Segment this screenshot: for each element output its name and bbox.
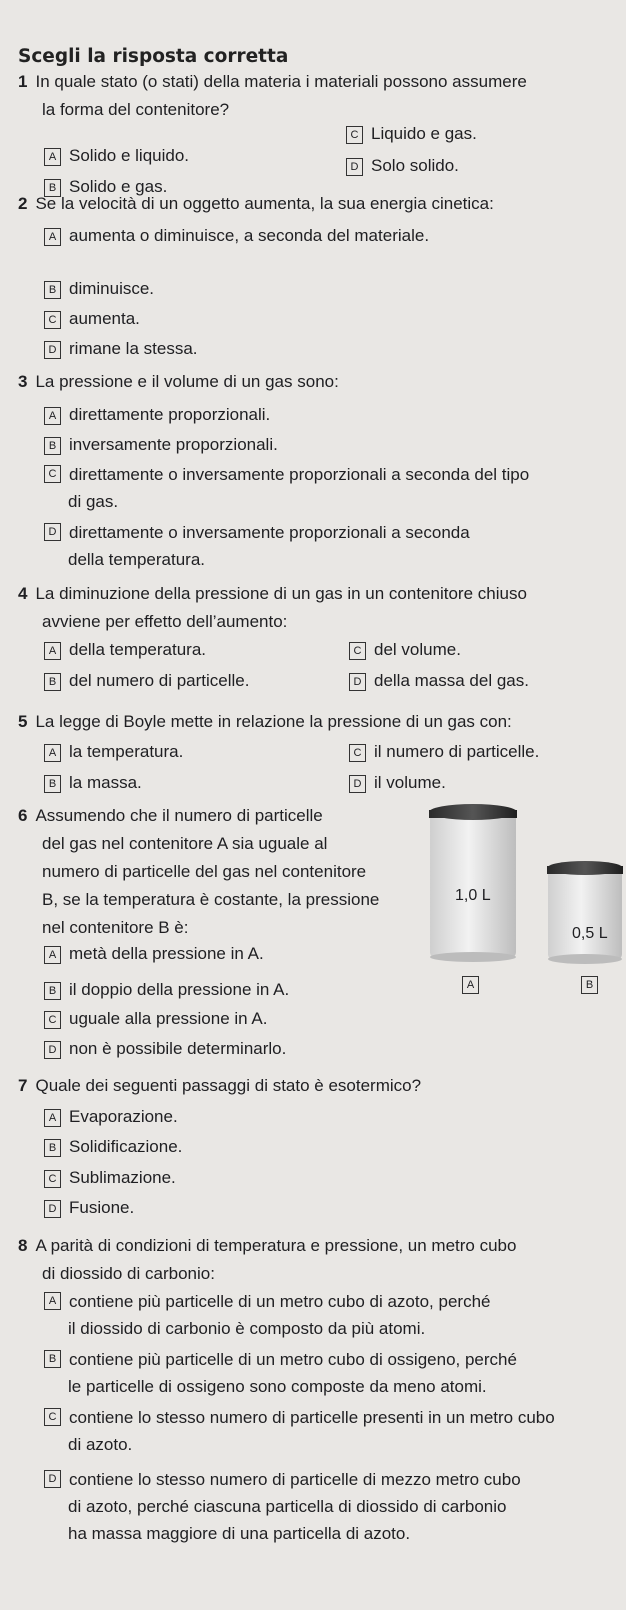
q8-option-a[interactable]: A contiene più particelle di un metro cubo di azoto, perché il diossido di carbonio è composto da più atomi. <box>44 1288 619 1342</box>
q7-option-d[interactable]: D Fusione. <box>44 1194 134 1221</box>
q5-option-b[interactable]: B la massa. <box>44 769 142 796</box>
q1-option-c[interactable]: C Liquido e gas. <box>346 120 477 147</box>
question-1: 1 In quale stato (o stati) della materia i materiali possono assumere la forma del contenitore? <box>18 72 527 119</box>
q5-option-d[interactable]: D il volume. <box>349 769 446 796</box>
question-8: 8 A parità di condizioni di temperatura e pressione, un metro cubo di diossido di carbonio: <box>18 1236 517 1283</box>
q8-option-d[interactable]: D contiene lo stesso numero di particelle di mezzo metro cubo di azoto, perché ciascuna particella di diossido di carbonio ha massa maggiore di una particella di azoto. <box>44 1466 619 1547</box>
q4-option-d[interactable]: D della massa del gas. <box>349 667 529 694</box>
q5-option-a[interactable]: A la temperatura. <box>44 738 183 765</box>
question-6: 6 Assumendo che il numero di particelle del gas nel contenitore A sia uguale al numero di particelle del gas nel contenitore B, se la temperatura è costante, la pressione nel contenitore B è: <box>18 806 380 937</box>
q7-option-c[interactable]: C Sublimazione. <box>44 1164 176 1191</box>
q3-option-b[interactable]: B inversamente proporzionali. <box>44 431 278 458</box>
q2-option-c[interactable]: C aumenta. <box>44 305 140 332</box>
question-2: 2 Se la velocità di un oggetto aumenta, la sua energia cinetica: <box>18 194 494 213</box>
q3-option-c[interactable]: C direttamente o inversamente proporzionali a seconda del tipo di gas. <box>44 461 604 515</box>
q6-option-b[interactable]: B il doppio della pressione in A. <box>44 976 289 1003</box>
question-5: 5 La legge di Boyle mette in relazione la pressione di un gas con: <box>18 712 512 731</box>
q3-option-d[interactable]: D direttamente o inversamente proporzionali a seconda della temperatura. <box>44 519 604 573</box>
q7-option-b[interactable]: B Solidificazione. <box>44 1133 182 1160</box>
container-b-label: B <box>581 976 598 994</box>
question-number: 1 <box>18 72 28 91</box>
question-3: 3 La pressione e il volume di un gas sono: <box>18 372 339 391</box>
container-a-label: A <box>462 976 479 994</box>
q4-option-b[interactable]: B del numero di particelle. <box>44 667 249 694</box>
q1-option-a[interactable]: A Solido e liquido. <box>44 142 189 169</box>
q2-option-a[interactable]: A aumenta o diminuisce, a seconda del materiale. <box>44 222 429 249</box>
q1-option-b[interactable]: B Solido e gas. <box>44 173 167 200</box>
q7-option-a[interactable]: A Evaporazione. <box>44 1103 178 1130</box>
q8-option-c[interactable]: C contiene lo stesso numero di particelle presenti in un metro cubo di azoto. <box>44 1404 624 1458</box>
q3-option-a[interactable]: A direttamente proporzionali. <box>44 401 270 428</box>
q1-option-d[interactable]: D Solo solido. <box>346 152 459 179</box>
q5-option-c[interactable]: C il numero di particelle. <box>349 738 539 765</box>
q6-option-c[interactable]: C uguale alla pressione in A. <box>44 1005 267 1032</box>
question-7: 7 Quale dei seguenti passaggi di stato è esotermico? <box>18 1076 422 1095</box>
q4-option-a[interactable]: A della temperatura. <box>44 636 206 663</box>
q2-option-b[interactable]: B diminuisce. <box>44 275 154 302</box>
q6-option-d[interactable]: D non è possibile determinarlo. <box>44 1035 286 1062</box>
q8-option-b[interactable]: B contiene più particelle di un metro cubo di ossigeno, perché le particelle di ossigeno sono composte da meno atomi. <box>44 1346 619 1400</box>
q6-option-a[interactable]: A metà della pressione in A. <box>44 940 264 967</box>
page-title: Scegli la risposta corretta <box>18 46 289 67</box>
container-b <box>547 861 623 964</box>
q4-option-c[interactable]: C del volume. <box>349 636 461 663</box>
q2-option-d[interactable]: D rimane la stessa. <box>44 335 198 362</box>
container-a <box>429 804 517 962</box>
question-4: 4 La diminuzione della pressione di un gas in un contenitore chiuso avviene per effetto dell’aumento: <box>18 584 527 631</box>
container-a-volume: 1,0 L <box>455 887 491 904</box>
container-b-volume: 0,5 L <box>572 925 608 942</box>
